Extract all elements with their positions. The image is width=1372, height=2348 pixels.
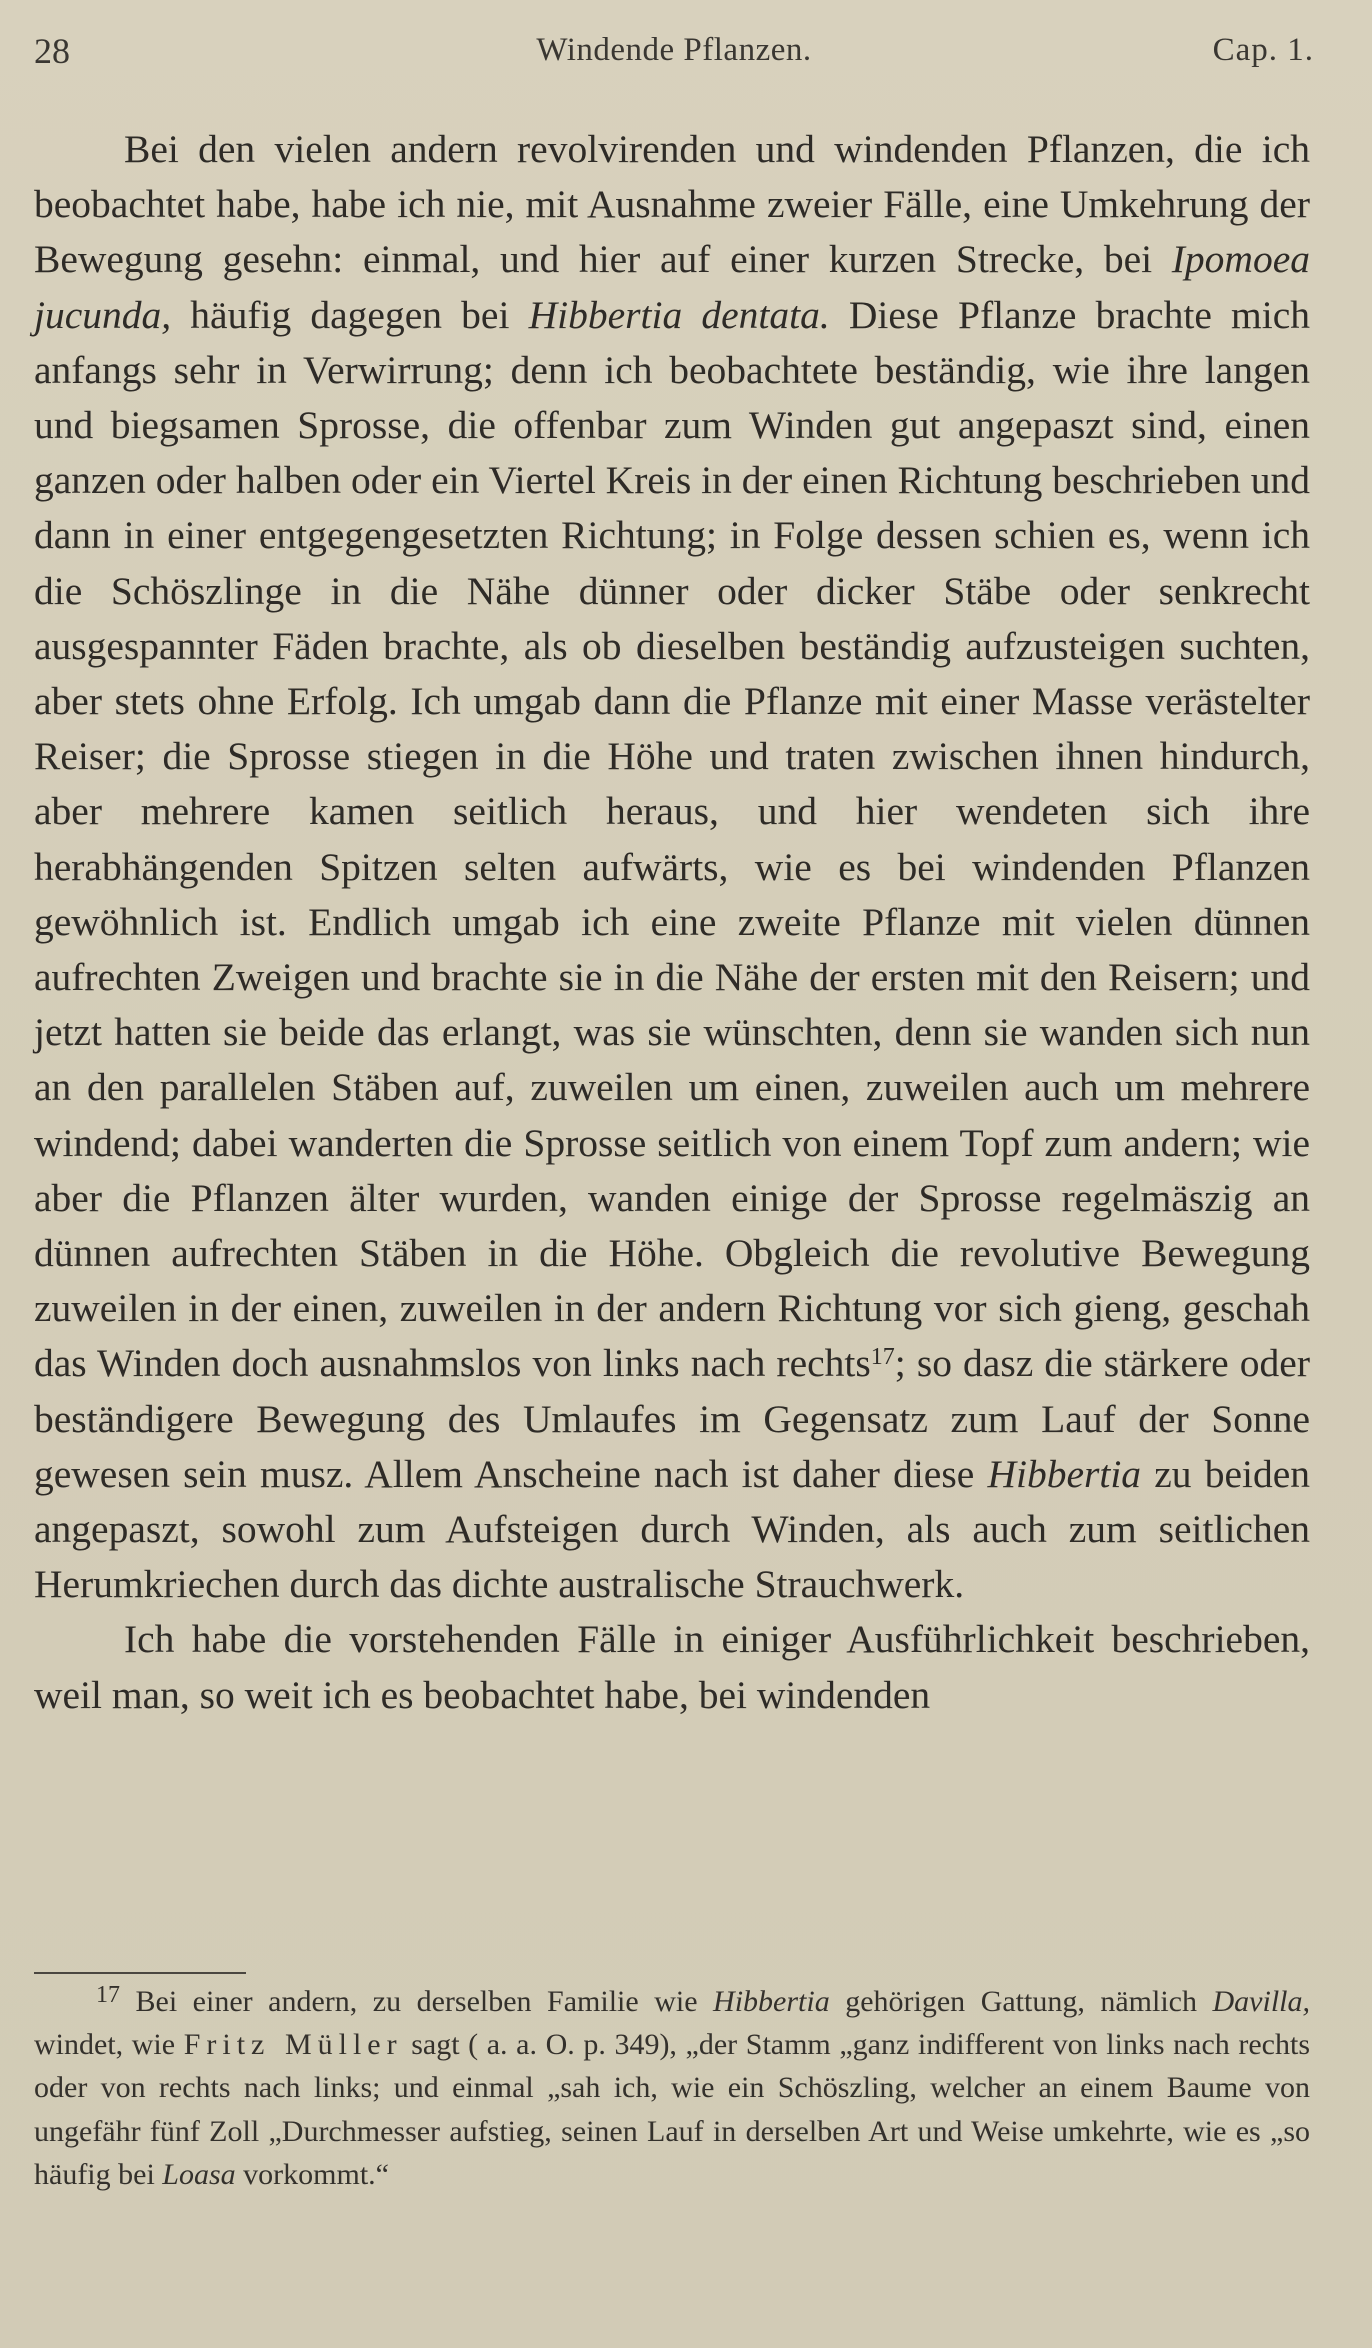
genus-loasa: Loasa	[162, 2157, 236, 2191]
paragraph-2: Ich habe die vorstehenden Fälle in einiger Ausführlichkeit beschrieben, weil man, so weit ich es beobachtet habe, bei windenden	[34, 1617, 1310, 1717]
footnote	[34, 1980, 1310, 2196]
footnote-text: sagt ( a. a. O. p. 349), „der Stamm „ganz indifferent von links nach rechts oder von rechts nach links; und einmal „sah ich, wie ein Schöszling, welcher an einem Baume von ungefähr fünf Zoll „Durchmesser aufstieg, seinen Lauf in derselben Art und Weise umkehrte, wie es „so häufig bei	[34, 2028, 1311, 2191]
species-hibbertia: Hibbertia	[713, 1985, 830, 2018]
paragraph-1-text: häufig dagegen bei	[171, 292, 529, 337]
paragraph-1-text: Diese Pflanze brachte mich anfangs sehr in Verwirrung; denn ich beobachtete beständig, wie ihre langen und biegsamen Sprosse, die offenbar zum Winden gut angepaszt sind, einen ganzen oder halben oder ein Viertel Kreis in der einen Richtung beschrieben und dann in einer entgegengesetzten Richtung; in Folge dessen schien es, wenn ich die Schöszlinge in die Nähe dünner oder dicker Stäbe oder senkrecht ausgespannter Fäden brachte, als ob dieselben beständig aufzusteigen suchten, aber stets ohne Erfolg. Ich umgab dann die Pflanze mit einer Masse verästelter Reiser; die Sprosse stiegen in die Höhe und traten zwischen ihnen hindurch, aber mehrere kamen seitlich heraus, und hier wendeten sich ihre herabhängenden Spitzen selten aufwärts, wie es bei windenden Pflanzen gewöhnlich ist. Endlich umgab ich eine zweite Pflanze mit vielen dünnen aufrechten Zweigen und brachte sie in die Nähe der ersten mit den Reisern; und jetzt hatten sie beide das erlangt, was sie wünschten, denn sie wanden sich nun an den parallelen Stäben auf, zuweilen um einen, zuweilen auch um mehrere windend; dabei wanderten die Sprosse seitlich von einem Topf zum andern; wie aber die Pflanzen älter wurden, wanden einige der Sprosse regelmäszig an dünnen aufrechten Stäben in die Höhe. Obgleich die revolutive Bewegung zuweilen in der einen, zuweilen in der andern Richtung vor sich gieng, geschah das Winden doch ausnahmslos von links nach rechts	[34, 292, 1310, 1386]
footnote-text: vorkommt.“	[235, 2157, 389, 2191]
running-title: Windende Pflanzen.	[536, 32, 812, 68]
footnote-divider	[34, 1972, 246, 1974]
footnote-text: windet, wie	[34, 2028, 184, 2062]
chapter-label: Cap. 1.	[1212, 32, 1314, 68]
paragraph-1-text: Bei den vielen andern revolvirenden und windenden Pflanzen, die ich beobachtet habe, habe ich nie, mit Ausnahme zweier Fälle, eine Umkehrung der Bewegung gesehn: einmal, und hier auf einer kurzen Strecke, bei	[34, 127, 1310, 282]
species-hibbertia: Hibbertia	[987, 1451, 1142, 1496]
footnote-number: 17	[96, 1982, 120, 2008]
footnote-text: Bei einer andern, zu derselben Familie wie	[120, 1985, 714, 2018]
paragraph-1-text: ; so dasz die stärkere oder beständigere Bewegung des Umlaufes im Gegensatz zum Lauf der Sonne gewesen sein musz. Allem Anscheine nach ist daher diese	[34, 1341, 1310, 1496]
species-ipomoea: Ipomoea jucunda,	[34, 237, 1310, 337]
main-text	[34, 122, 1310, 1723]
genus-davilla: Davilla,	[1212, 1985, 1310, 2018]
page-number: 28	[34, 31, 70, 71]
author-name: Fritz Müller	[183, 2028, 403, 2062]
species-hibbertia-dentata: Hibbertia dentata.	[528, 292, 830, 337]
paragraph-1-text: zu beiden angepaszt, sowohl zum Aufsteigen durch Winden, als auch zum seitlichen Herumkriechen durch das dichte australische Strauchwerk.	[34, 1451, 1310, 1607]
paragraph-1	[34, 122, 1310, 1612]
footnote-17	[34, 1980, 1310, 2196]
page-header	[34, 30, 1314, 80]
footnote-reference[interactable]: 17	[870, 1344, 895, 1371]
footnote-text: gehörigen Gattung, nämlich	[829, 1985, 1213, 2018]
